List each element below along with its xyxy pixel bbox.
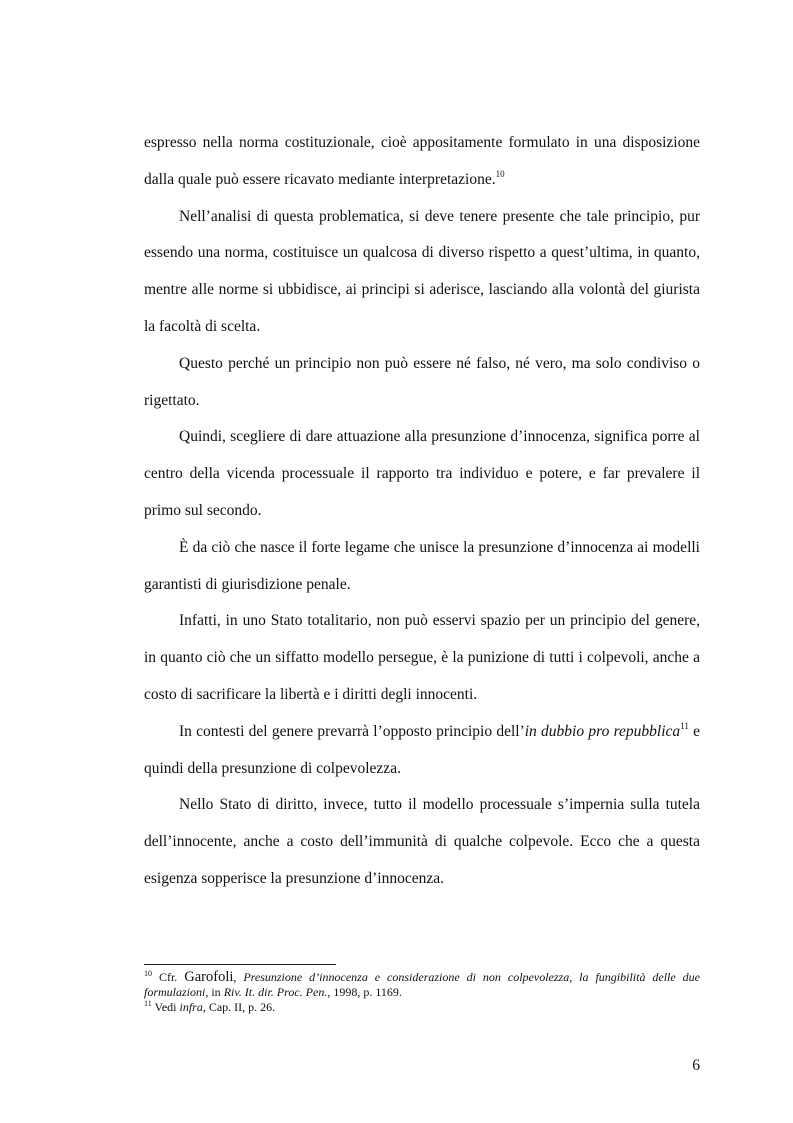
footnote-ref-11[interactable]: 11: [680, 720, 689, 731]
paragraph-7-text-after: e quindi della presunzione di colpevolezza.: [144, 722, 700, 777]
paragraph-7-text-before: In contesti del genere prevarrà l’opposto principio dell’: [179, 722, 525, 740]
footnote-10-journal: Riv. It. dir. Proc. Pen.: [223, 985, 328, 999]
latin-phrase: in dubbio pro repubblica: [524, 722, 681, 740]
footnote-11-italic: infra: [179, 1000, 203, 1014]
footnote-10-sep2: , in: [205, 985, 224, 999]
footnote-10-author: Garofoli: [184, 969, 234, 985]
footnote-10-prefix: Cfr.: [158, 970, 185, 984]
paragraph-3: Questo perché un principio non può essere né falso, né vero, ma solo condiviso o rigettato.: [144, 354, 700, 409]
footnote-11-number: 11: [144, 999, 152, 1008]
paragraph-6: Infatti, in uno Stato totalitario, non può esservi spazio per un principio del genere, in quanto ciò che un siffatto modello persegue, è la punizione di tutti i colpevoli, anche a costo di sacrificare la libertà e i diritti degli innocenti.: [144, 612, 700, 703]
footnote-10: [144, 970, 700, 1000]
page-number: 6: [692, 1057, 700, 1074]
footnote-divider: [144, 964, 336, 965]
footnote-11-rest: , Cap. II, p. 26.: [202, 1000, 276, 1014]
footnote-11-prefix: Vedi: [154, 1000, 180, 1014]
paragraph-8: Nello Stato di diritto, invece, tutto il modello processuale s’impernia sulla tutela dell’innocente, anche a costo dell’immunità di qualche colpevole. Ecco che a questa esigenza sopperisce la presunzione d’innocenza.: [144, 796, 700, 887]
paragraph-5: È da ciò che nasce il forte legame che unisce la presunzione d’innocenza ai modelli garantisti di giurisdizione penale.: [144, 538, 700, 593]
paragraph-2: Nell’analisi di questa problematica, si deve tenere presente che tale principio, pur essendo una norma, costituisce un qualcosa di diverso rispetto a quest’ultima, in quanto, mentre alle norme si ubbidisce, ai principi si aderisce, lasciando alla volontà del giurista la facoltà di scelta.: [144, 207, 700, 335]
paragraph-1: [144, 125, 700, 199]
footnote-ref-10[interactable]: 10: [495, 168, 505, 179]
paragraph-1-text: espresso nella norma costituzionale, cioè appositamente formulato in una disposizione dalla quale può essere ricavato mediante interpretazione.: [144, 134, 700, 188]
body-text: [144, 125, 700, 898]
footnote-10-number: 10: [144, 969, 152, 978]
paragraph-7: [144, 714, 700, 788]
footnote-10-rest: , 1998, p. 1169.: [327, 985, 402, 999]
footnote-10-title: Presunzione d’innocenza e considerazione di non colpevolezza, la fungibilità delle due formulazioni: [144, 970, 700, 999]
footnote-10-sep1: ,: [233, 970, 244, 984]
footnote-11: [144, 1000, 700, 1015]
footnotes: [144, 970, 700, 1015]
paragraph-4: Quindi, scegliere di dare attuazione alla presunzione d’innocenza, significa porre al centro della vicenda processuale il rapporto tra individuo e potere, e far prevalere il primo sul secondo.: [144, 428, 700, 519]
